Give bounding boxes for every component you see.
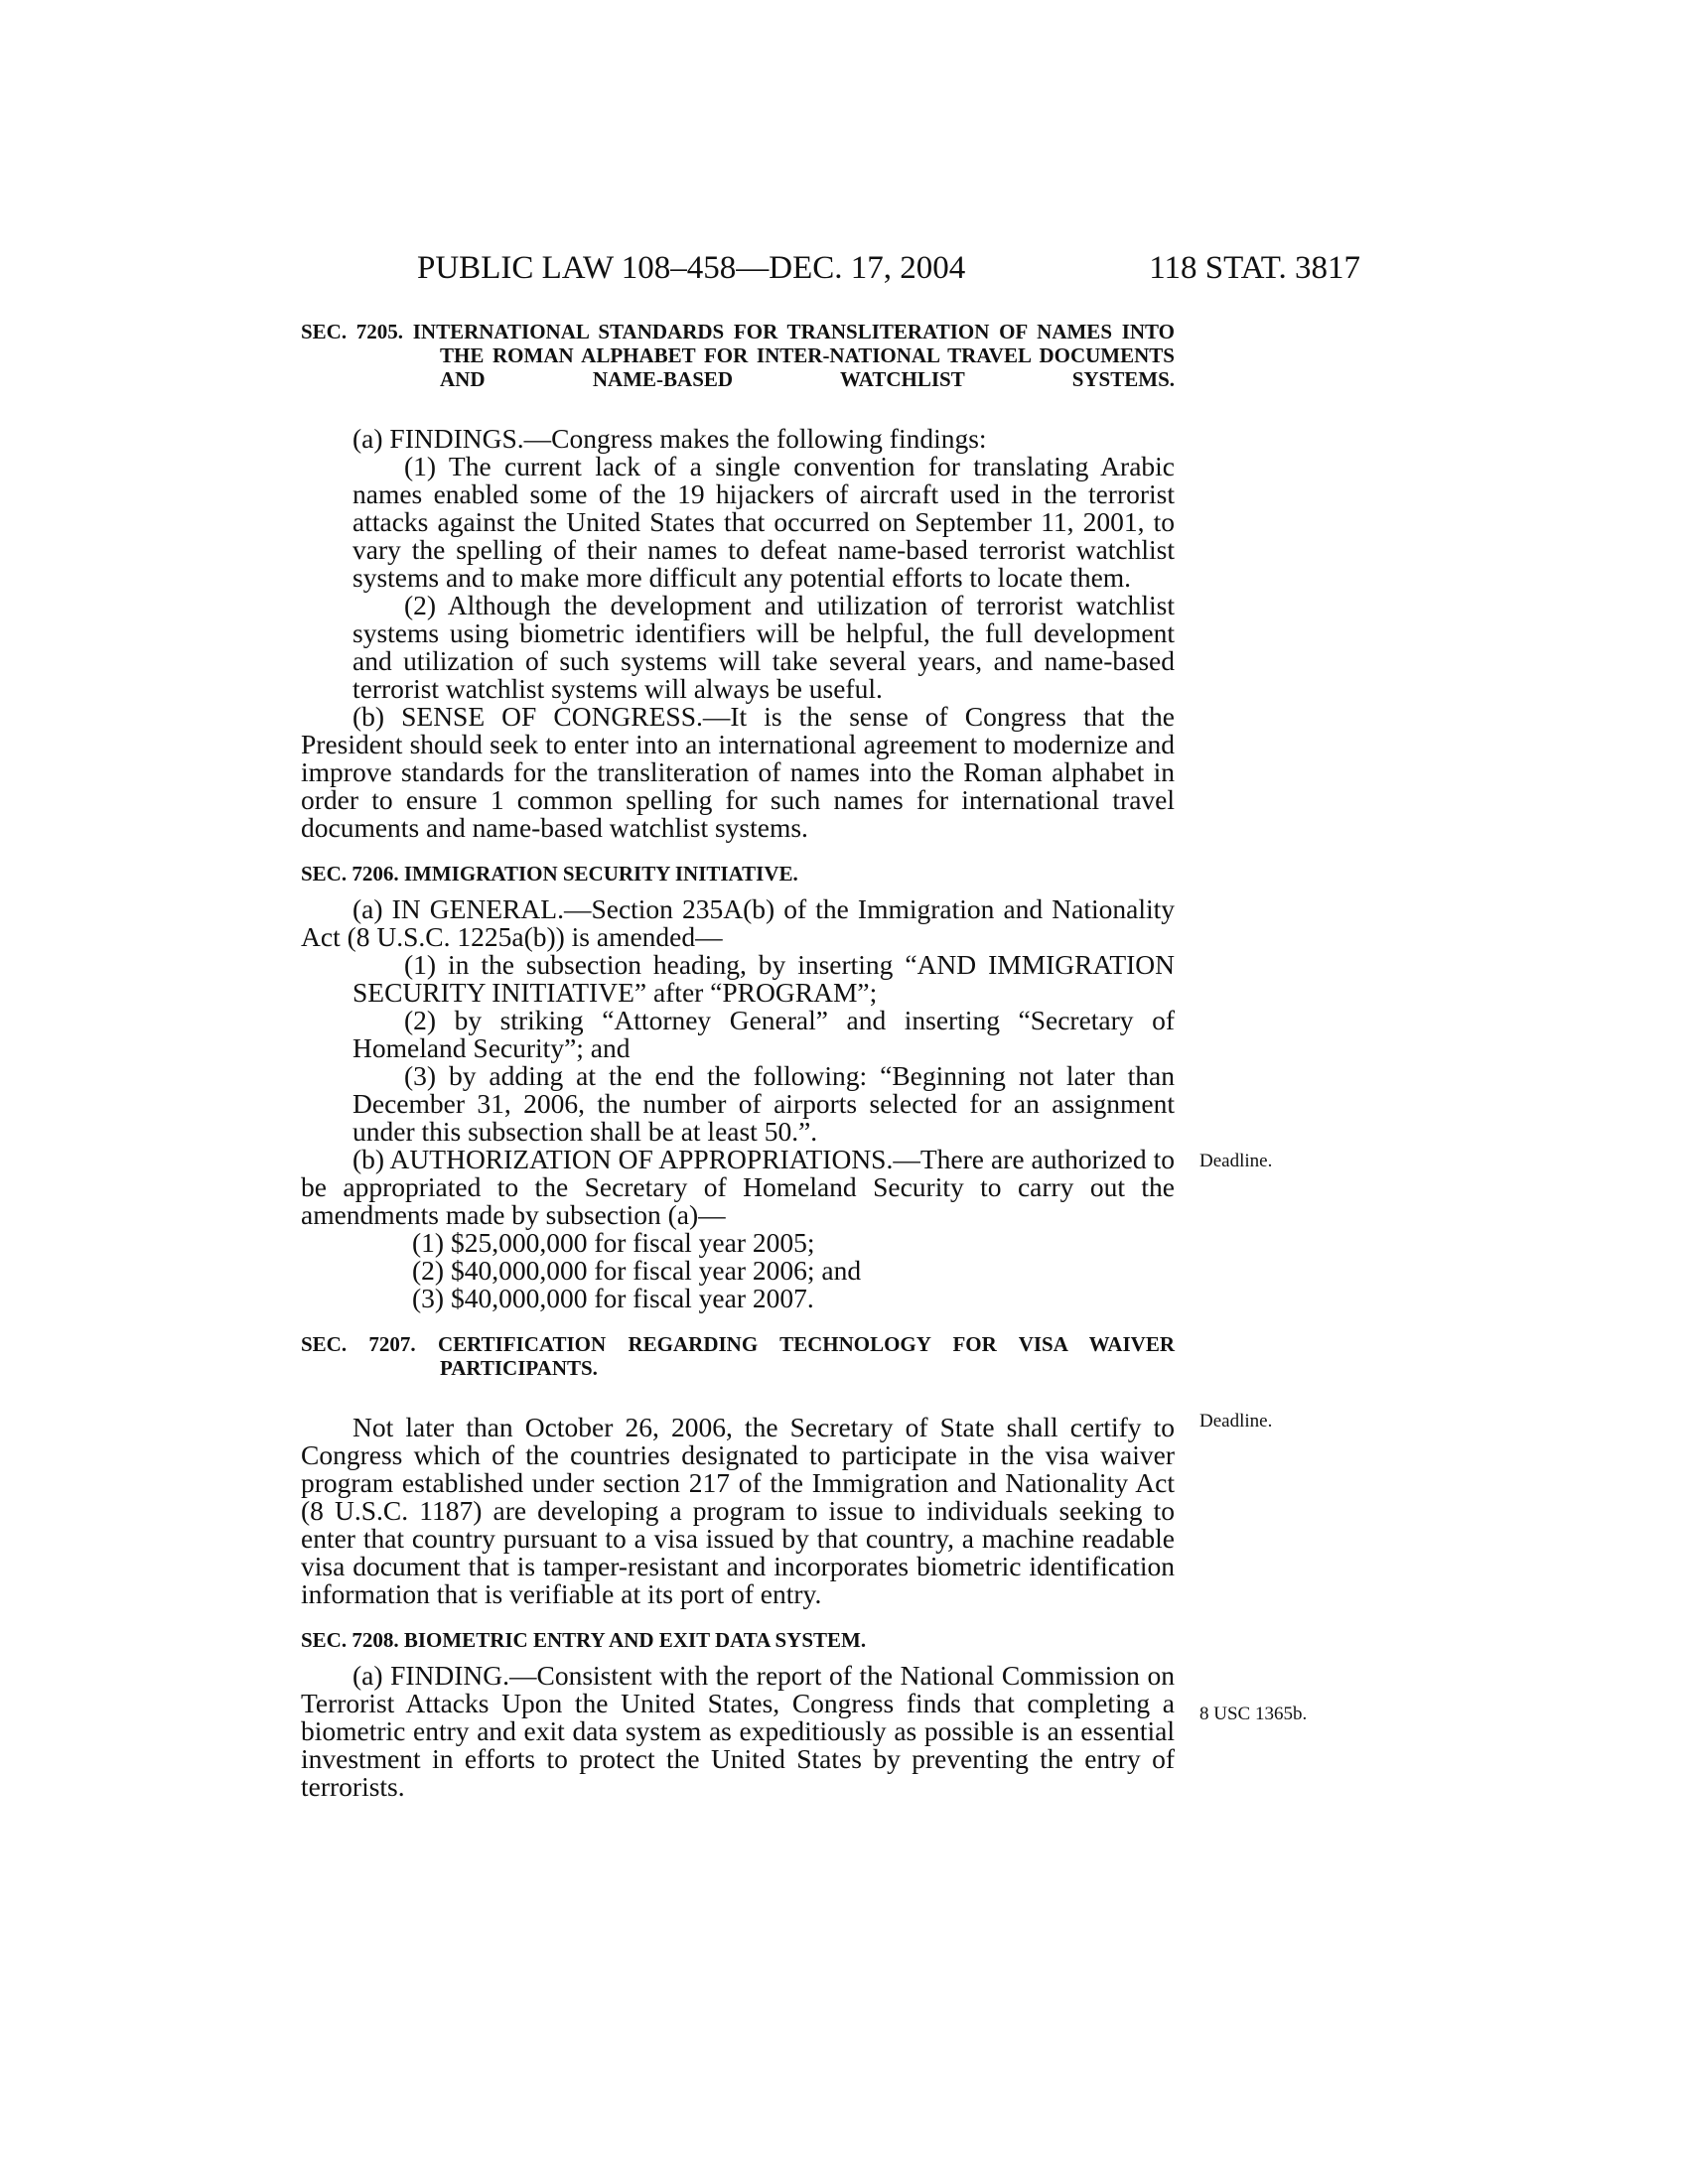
section-7206-subsection-a: (a) IN GENERAL.—Section 235A(b) of the Immigration and Nationality Act (8 U.S.C. 1225a(b)) is amended— [301, 893, 1175, 952]
section-7206-heading: SEC. 7206. IMMIGRATION SECURITY INITIATIVE. [301, 862, 798, 886]
section-7206-amendment-2: (2) by striking “Attorney General” and inserting “Secretary of Homeland Security”; and [352, 1005, 1175, 1063]
section-7206-amendment-1: (1) in the subsection heading, by inserting “AND IMMIGRATION SECURITY INITIATIVE” after “PROGRAM”; [352, 949, 1175, 1008]
margin-note-usc-7208: 8 USC 1365b. [1199, 1704, 1308, 1724]
appropriation-item-2: (2) $40,000,000 for fiscal year 2006; and [412, 1255, 862, 1286]
running-header [417, 248, 1360, 288]
section-7205-finding-1: (1) The current lack of a single convention for translating Arabic names enabled some of the 19 hijackers of aircraft used in the terrorist attacks against the United States that occurred on September 11, 2001, to vary the spelling of their names to defeat name-based terrorist watchlist systems and to make more difficult any potential efforts to locate them. [352, 451, 1175, 593]
appropriation-item-3: (3) $40,000,000 for fiscal year 2007. [412, 1283, 814, 1313]
header-stat-page: 118 STAT. 3817 [1149, 250, 1360, 286]
header-law-citation: PUBLIC LAW 108–458—DEC. 17, 2004 [417, 250, 966, 286]
section-7205-subsection-b: (b) SENSE OF CONGRESS.—It is the sense of Congress that the President should seek to enter into an international agreement to modernize and improve standards for the transliteration of names into the Roman alphabet in order to ensure 1 common spelling for such names for international travel documents and name-based watchlist systems. [301, 701, 1175, 843]
section-7208-subsection-a: (a) FINDING.—Consistent with the report of the National Commission on Terrorist Attacks Upon the United States, Congress finds that completing a biometric entry and exit data system as expeditiously as possible is an essential investment in efforts to protect the United States by preventing the entry of terrorists. [301, 1660, 1175, 1802]
appropriation-item-1: (1) $25,000,000 for fiscal year 2005; [412, 1227, 815, 1258]
margin-note-deadline-7206: Deadline. [1199, 1151, 1273, 1171]
section-7207-text: Not later than October 26, 2006, the Secretary of State shall certify to Congress which of the countries designated to participate in the visa waiver program established under section 217 of the Immigration and Nationality Act (8 U.S.C. 1187) are developing a program to issue to individuals seeking to enter that country pursuant to a visa issued by that country, a machine readable visa document that is tamper-resistant and incorporates biometric identification information that is verifiable at its port of entry. [301, 1412, 1175, 1609]
margin-note-deadline-7207: Deadline. [1199, 1411, 1273, 1432]
section-7205-subsection-a: (a) FINDINGS.—Congress makes the following findings: [352, 423, 987, 454]
section-7206-amendment-3: (3) by adding at the end the following: “Beginning not later than December 31, 2006, the number of airports selected for an assignment under this subsection shall be at least 50.”. [352, 1060, 1175, 1147]
section-7208-heading: SEC. 7208. BIOMETRIC ENTRY AND EXIT DATA SYSTEM. [301, 1628, 867, 1652]
section-7206-subsection-b: (b) AUTHORIZATION OF APPROPRIATIONS.—There are authorized to be appropriated to the Secretary of Homeland Security to carry out the amendments made by subsection (a)— [301, 1144, 1176, 1230]
section-7205-heading: SEC. 7205. INTERNATIONAL STANDARDS FOR TRANSLITERATION OF NAMES INTO THE ROMAN ALPHABET FOR INTER-NATIONAL TRAVEL DOCUMENTS AND NAME-BASED WATCHLIST SYSTEMS. [301, 320, 1175, 391]
section-7205-finding-2: (2) Although the development and utilization of terrorist watchlist systems using biometric identifiers will be helpful, the full development and utilization of such systems will take several years, and name-based terrorist watchlist systems will always be useful. [352, 590, 1175, 704]
document-body [301, 320, 1175, 1801]
section-7207-heading: SEC. 7207. CERTIFICATION REGARDING TECHNOLOGY FOR VISA WAIVER PARTICIPANTS. [301, 1332, 1175, 1380]
